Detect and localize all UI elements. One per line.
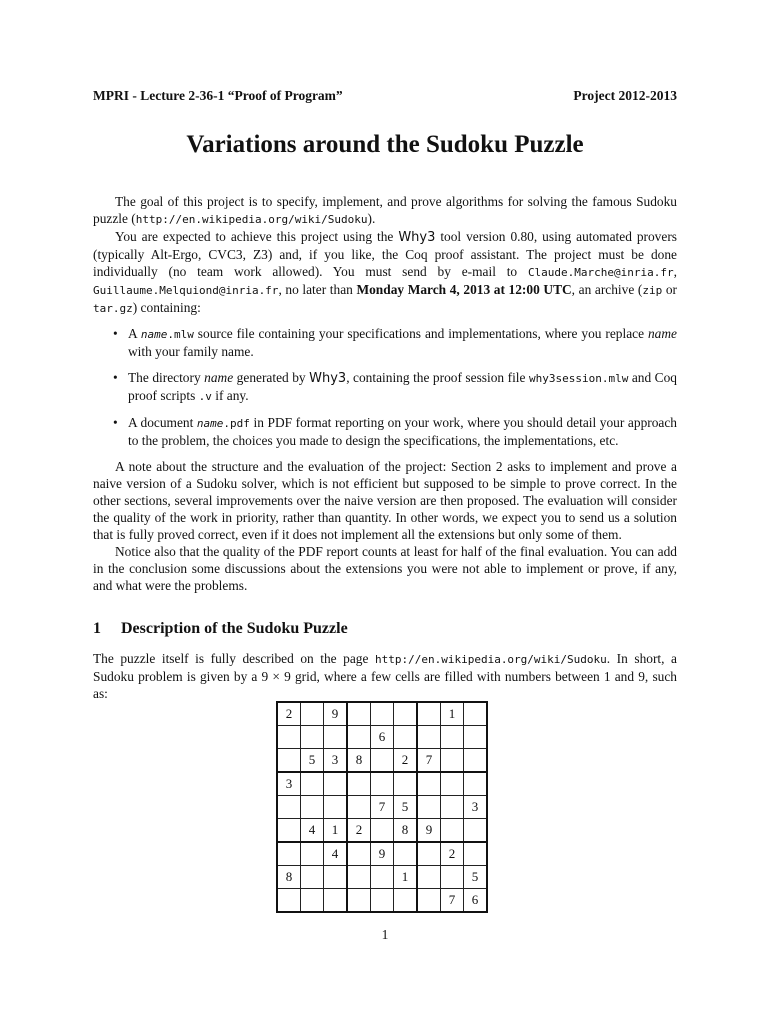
- sudoku-table: [276, 701, 488, 913]
- sudoku-cell: [464, 702, 488, 726]
- sudoku-cell: [301, 796, 324, 819]
- list-item: • The directory name generated by Why3, containing the proof session file why3session.mlw and Coq proof scripts .v if any.: [113, 370, 677, 403]
- sudoku-cell: [347, 889, 371, 913]
- sudoku-row: [277, 889, 487, 913]
- sudoku-cell: [301, 772, 324, 796]
- sudoku-cell: [371, 772, 394, 796]
- sudoku-cell: 3: [324, 749, 348, 773]
- sudoku-cell: [417, 702, 441, 726]
- page-title: Variations around the Sudoku Puzzle: [186, 131, 584, 158]
- why3-name: Why3: [398, 230, 436, 245]
- sudoku-cell: [417, 842, 441, 866]
- sudoku-cell: 9: [417, 819, 441, 843]
- sudoku-cell: [301, 842, 324, 866]
- deadline: Monday March 4, 2013 at 12:00 UTC: [356, 282, 572, 297]
- sudoku-cell: 3: [464, 796, 488, 819]
- sudoku-cell: 7: [371, 796, 394, 819]
- sudoku-cell: [371, 866, 394, 889]
- sudoku-cell: 8: [347, 749, 371, 773]
- sudoku-row: [277, 772, 487, 796]
- sudoku-cell: [301, 866, 324, 889]
- sudoku-cell: 8: [277, 866, 301, 889]
- sudoku-cell: 2: [441, 842, 464, 866]
- sudoku-cell: 2: [277, 702, 301, 726]
- sudoku-cell: 2: [394, 749, 418, 773]
- wikipedia-url[interactable]: http://en.wikipedia.org/wiki/Sudoku: [135, 213, 368, 226]
- sudoku-cell: [417, 772, 441, 796]
- deliverables-list: [93, 325, 677, 449]
- sudoku-cell: [441, 749, 464, 773]
- sudoku-cell: [347, 796, 371, 819]
- sudoku-cell: 4: [301, 819, 324, 843]
- sudoku-row: [277, 726, 487, 749]
- sudoku-cell: [347, 842, 371, 866]
- sudoku-cell: [441, 772, 464, 796]
- running-header: [93, 88, 677, 104]
- sudoku-row: [277, 842, 487, 866]
- sudoku-cell: [277, 796, 301, 819]
- sudoku-cell: [324, 796, 348, 819]
- sudoku-cell: [464, 842, 488, 866]
- sudoku-cell: [394, 702, 418, 726]
- sudoku-cell: [347, 702, 371, 726]
- intro-paragraph-1: The goal of this project is to specify, implement, and prove algorithms for solving the famous Sudoku puzzle (http://en.wikipedia.org/wiki/Sudoku).: [93, 194, 677, 226]
- sudoku-cell: [277, 749, 301, 773]
- sudoku-cell: [417, 889, 441, 913]
- document-body: [93, 193, 677, 702]
- page-number: 1: [381, 927, 389, 942]
- bullet-icon: •: [113, 326, 118, 341]
- sudoku-cell: [371, 749, 394, 773]
- sudoku-cell: 1: [441, 702, 464, 726]
- sudoku-cell: [277, 726, 301, 749]
- sudoku-cell: [394, 889, 418, 913]
- list-item: • A name.mlw source file containing your specifications and implementations, where you replace name with your family name.: [113, 326, 677, 359]
- section-heading: [93, 620, 677, 637]
- sudoku-cell: 9: [371, 842, 394, 866]
- sudoku-cell: [301, 726, 324, 749]
- wikipedia-url[interactable]: http://en.wikipedia.org/wiki/Sudoku: [374, 653, 607, 666]
- email-marche[interactable]: Claude.Marche@inria.fr: [527, 266, 674, 279]
- sudoku-row: [277, 819, 487, 843]
- sudoku-cell: [324, 772, 348, 796]
- sudoku-cell: 4: [324, 842, 348, 866]
- sudoku-cell: [324, 726, 348, 749]
- sudoku-row: [277, 702, 487, 726]
- sudoku-cell: [371, 819, 394, 843]
- sudoku-cell: [464, 819, 488, 843]
- note-paragraph-report: Notice also that the quality of the PDF report counts at least for half of the final evaluation. You can add in the conclusion some discussions about the extensions you were not able to implement or prove, if any, and what were the problems.: [93, 544, 677, 593]
- sudoku-cell: [394, 726, 418, 749]
- sudoku-cell: [347, 772, 371, 796]
- sudoku-cell: 6: [371, 726, 394, 749]
- sudoku-cell: [441, 726, 464, 749]
- sudoku-cell: [394, 772, 418, 796]
- sudoku-cell: 1: [324, 819, 348, 843]
- sudoku-cell: [464, 726, 488, 749]
- sudoku-cell: [277, 819, 301, 843]
- sudoku-cell: [324, 889, 348, 913]
- bullet-icon: •: [113, 415, 118, 430]
- sudoku-cell: 3: [277, 772, 301, 796]
- sudoku-cell: [301, 889, 324, 913]
- header-course: MPRI - Lecture 2-36-1 “Proof of Program”: [93, 88, 343, 103]
- sudoku-cell: 6: [464, 889, 488, 913]
- sudoku-grid: [276, 701, 488, 913]
- section-number: 1: [93, 620, 101, 637]
- header-project: Project 2012-2013: [573, 88, 677, 103]
- list-item: • A document name.pdf in PDF format reporting on your work, where you should detail your approach to the problem, the choices you made to design the specifications, the implementations, etc.: [113, 415, 677, 448]
- format-zip: zip: [642, 284, 663, 297]
- sudoku-cell: 1: [394, 866, 418, 889]
- sudoku-cell: 7: [441, 889, 464, 913]
- sudoku-cell: 9: [324, 702, 348, 726]
- sudoku-cell: [301, 702, 324, 726]
- sudoku-cell: [417, 726, 441, 749]
- email-melquiond[interactable]: Guillaume.Melquiond@inria.fr: [93, 284, 279, 297]
- sudoku-cell: [277, 889, 301, 913]
- sudoku-cell: [347, 726, 371, 749]
- sudoku-cell: [277, 842, 301, 866]
- sudoku-cell: [441, 866, 464, 889]
- section-paragraph: The puzzle itself is fully described on the page http://en.wikipedia.org/wiki/Sudoku. In short, a Sudoku problem is given by a 9 × 9 grid, where a few cells are filled with numbers between 1 and 9, such as:: [93, 651, 677, 701]
- sudoku-cell: [417, 866, 441, 889]
- sudoku-row: [277, 749, 487, 773]
- sudoku-row: [277, 866, 487, 889]
- sudoku-cell: 5: [301, 749, 324, 773]
- sudoku-cell: [347, 866, 371, 889]
- intro-paragraph-2: You are expected to achieve this project using the Why3 tool version 0.80, using automated provers (typically Alt-Ergo, CVC3, Z3) and, if you like, the Coq proof assistant. The project must be done individually (no team work allowed). You must send by e-mail to Claude.Marche@inria.fr, Guillaume.Melquiond@inria.fr, no later than Monday March 4, 2013 at 12:00 UTC, an archive (zip or tar.gz) containing:: [93, 229, 677, 315]
- sudoku-cell: [371, 702, 394, 726]
- sudoku-cell: [441, 819, 464, 843]
- sudoku-cell: 2: [347, 819, 371, 843]
- sudoku-cell: 7: [417, 749, 441, 773]
- sudoku-cell: [371, 889, 394, 913]
- sudoku-cell: 5: [394, 796, 418, 819]
- sudoku-cell: [441, 796, 464, 819]
- bullet-icon: •: [113, 370, 118, 385]
- sudoku-cell: 5: [464, 866, 488, 889]
- sudoku-row: [277, 796, 487, 819]
- sudoku-cell: [394, 842, 418, 866]
- sudoku-cell: [464, 749, 488, 773]
- sudoku-cell: 8: [394, 819, 418, 843]
- sudoku-cell: [324, 866, 348, 889]
- section-title: Description of the Sudoku Puzzle: [121, 620, 348, 637]
- note-paragraph-structure: A note about the structure and the evaluation of the project: Section 2 asks to implement and prove a naive version of a Sudoku solver, which is not efficient but supposed to be simple to prove correct. In the other sections, several improvements over the naive version are then proposed. The evaluation will consider the quality of the work in priority, rather than quantity. In other words, we expect you to send us a solution that is fully proved correct, even if it does not implement all the extensions but only some of them.: [93, 459, 677, 542]
- sudoku-cell: [464, 772, 488, 796]
- format-targz: tar.gz: [93, 302, 133, 315]
- sudoku-cell: [417, 796, 441, 819]
